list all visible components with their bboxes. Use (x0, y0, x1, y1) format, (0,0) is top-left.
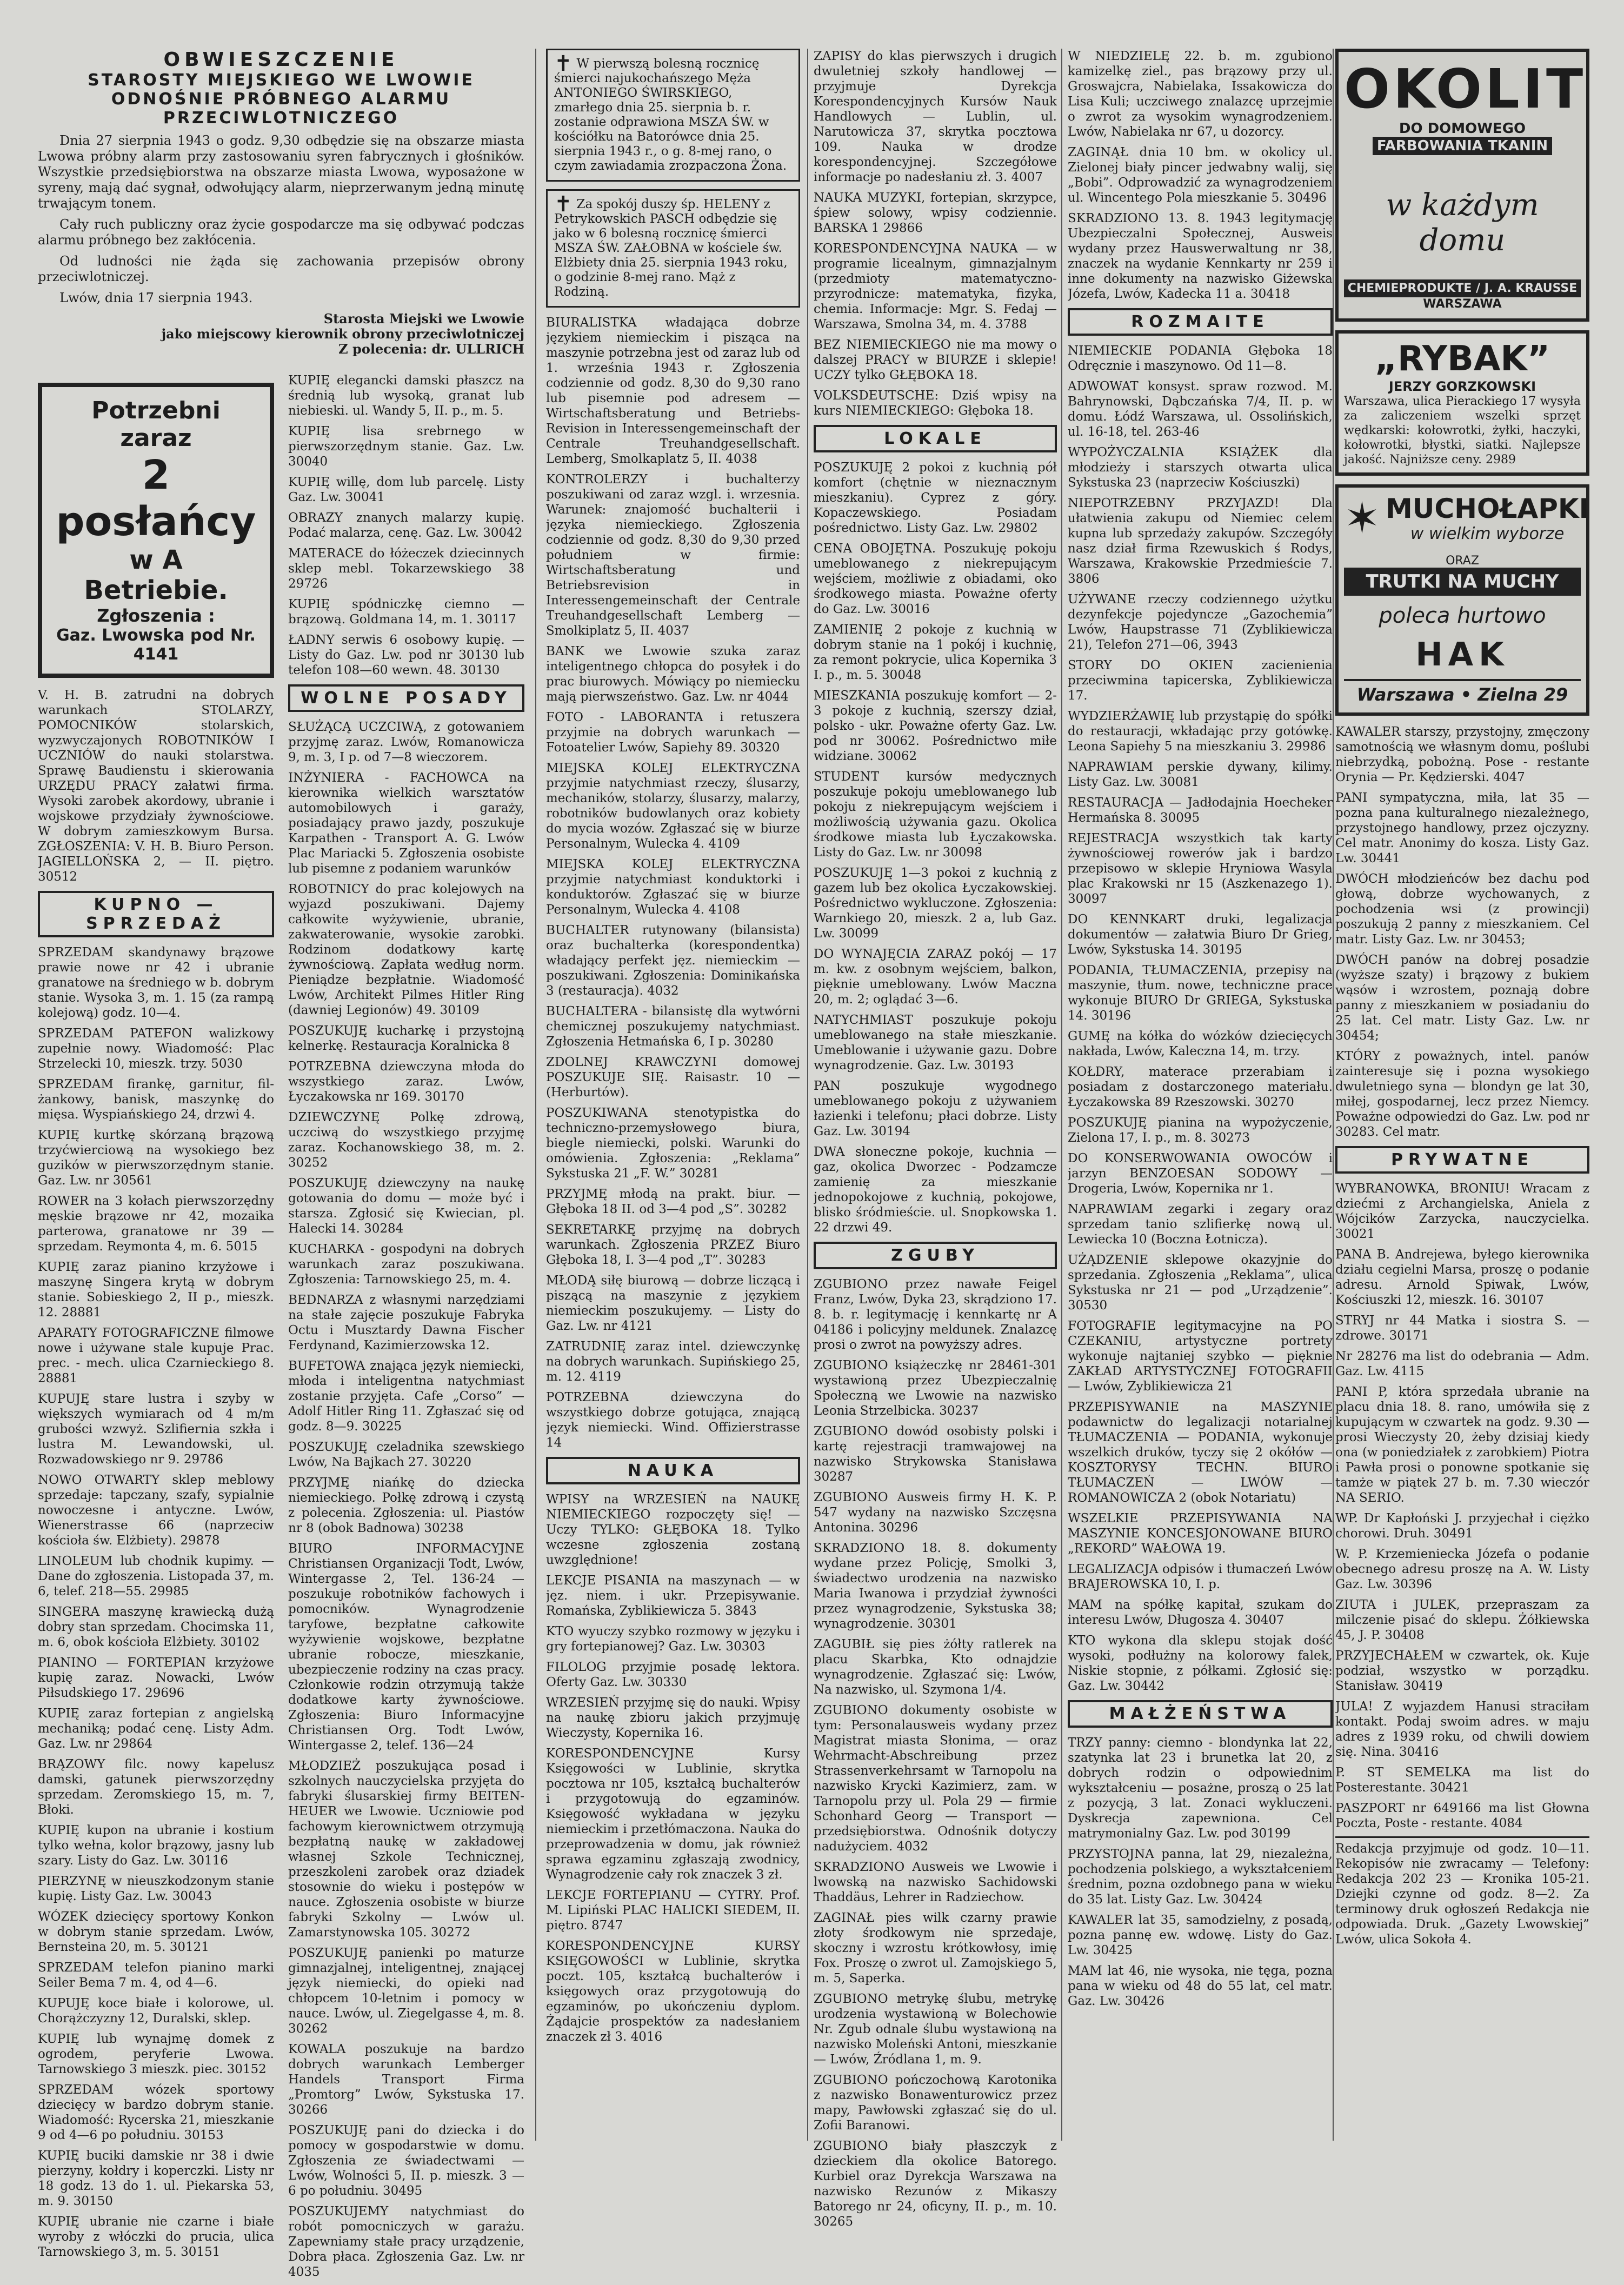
fly-icon: ✶ (1344, 493, 1381, 543)
classified-ad: BEZ NIEMIECKIEGO nie ma mowy o dalszej PRACY w BIURZE i sklepie! UCZY tylko GŁĘBOKA 18. (814, 338, 1057, 382)
classified-ad: BEDNARZA z własnymi narzędziami na stałe zajęcie poszukuje Fabryka Octu i Musztardy Dawna Fischer Ferdynand, Kazimierzowska 12. (288, 1293, 524, 1353)
classified-ad: KUPIĘ ubranie nie czarne i białe wyroby z włóczki do pruciа, ulica Tarnowskiego 3, m. 5. 30151 (38, 2215, 274, 2259)
classified-ad: WÓZEK dziecięcy sportowy Konkon w dobrym stanie sprzedam. Lwów, Bernsteina 20, m. 5. 30121 (38, 1910, 274, 1954)
classified-ad: KUPIĘ zaraz fortepian z angielską mechaniką; podać cenę. Listy Adm. Gaz. Lw. nr 29864 (38, 1707, 274, 1751)
section-header: WOLNE POSADY (288, 684, 524, 712)
classified-ad: SINGERA maszynę krawiecką dużą dobry stan sprzedam. Chocimska 11, m. 6, obok kościoła Elżbiety. 30102 (38, 1605, 274, 1649)
classified-ad: RESTAURACJA — Jadłodajnia Hoecheker Hermańska 8. 30095 (1068, 796, 1333, 825)
classified-ad: ZAMIENIĘ 2 pokoje z kuchnią w dobrym stanie na 1 pokój i kuchnię, za remont pokrycie, ulica Kopernika 3 I. p., m. 5. 30048 (814, 623, 1057, 682)
notice-paragraph: Cały ruch publiczny oraz życie gospodarcze ma się odbywać podczas alarmu próbnego bez zakłócenia. (38, 217, 524, 248)
box-ad-line: 2 posłańcy (56, 452, 256, 545)
mucholapki-sub: w wielkim wyborze (1410, 524, 1565, 543)
classified-ad: KORESPONDENCYJNE KURSY KSIĘGOWOŚCI w Lublinie, skrytka poczt. 105, kształcą buchalterów i księgowych oraz przygotowują do egzaminów, po ukończeniu dyplom. Żądajcie prospektów za nadesłaniem znaczek zł 3. 4016 (546, 1939, 800, 2044)
classified-ad: ZGUBIONO Ausweis firmy H. K. P. 547 wydany na nazwisko Szczęsna Antonina. 30296 (814, 1490, 1057, 1535)
classified-ad: ZGUBIONO metrykę ślubu, metrykę urodzenia wystawioną w Bolechowie Nr. Zgub odnale ślubu wystawioną na nazwisko Moleński Antoni, mieszkanie — Lwów, Źródlana 1, m. 9. (814, 1992, 1057, 2067)
classified-ad: ZAGUBIŁ się pies żółty ratlerek na placu Skarbka, Kto odnajdzie wynagrodzenie. Zgłaszać się: Lwów, Na nazwisko, ul. Szymona 1/4. (814, 1637, 1057, 1697)
classified-ad: SPRZEDAM wózek sportowy dziecięcy w bardzo dobrym stanie. Wiadomość: Rycerska 21, mieszkanie 9 od 4—6 po południu. 30153 (38, 2083, 274, 2142)
classified-ad: SŁUŻĄCĄ UCZCIWĄ, z gotowaniem przyjmę zaraz. Lwów, Romanowicza 9, m. 3, I p. od 7—8 wieczorem. (288, 720, 524, 764)
column-3 (814, 49, 1057, 2235)
classified-ad: REJESTRACJA wszystkich tak karty żywnościowej rowerów jak i bardzo przepisowo w sklepie Hryniowa Wasyla plac Krakowski nr 15 (Aszkenazego 1). 30097 (1068, 831, 1333, 906)
section-header: LOKALE (814, 425, 1057, 452)
classified-ad: PRZEPISYWANIE na MASZYNIE podawnictw do legalizacji notarialnej TŁUMACZENIA — PODANIA, wykonuje wszelkich druków, tyczy się 2 okółów — KOSZTORYSY TECHN. BIURO TŁUMACZEŃ — LWÓW — ROMANOWICZA 2 (obok Notariatu) (1068, 1400, 1333, 1505)
column-rule (1333, 49, 1334, 2141)
classified-ad: FILOLOG przyjmie posadę lektora. Oferty Gaz. Lw. 30330 (546, 1660, 800, 1689)
classified-ad: DO KONSERWOWANIA OWOCÓW i jarzyn BENZOESAN SODOWY — Drogeria, Lwów, Kopernika nr 1. (1068, 1151, 1333, 1196)
classified-ad: KOWALA poszukuje na bardzo dobrych warunkach Lemberger Handels Transport Firma „Promtorg” Lwów, Sykstuska 17. 30266 (288, 2042, 524, 2117)
classified-ad: ROBOTNICY do prac kolejowych na wyjazd poszukiwani. Dajemy całkowite wyżywienie, ubranie, zakwaterowanie, wysokie zarobki. Rodzinom dodatkowy kartę żywnościową. Zapłata według norm. Pieniądze bezpłatnie. Wiadomość Lwów, Architekt Pilmes Hitler Ring (dawniej Legionów) 49. 30109 (288, 882, 524, 1017)
classified-ad: PIANINO — FORTEPIAN krzyżowe kupię zaraz. Nowacki, Lwów Piłsudskiego 17. 29696 (38, 1656, 274, 1700)
notice-date: Lwów, dnia 17 sierpnia 1943. (59, 290, 253, 305)
classified-ad: MŁODZIEŻ poszukująca posad i szkolnych nauczycielska przyjęta do fabryki ślusarskiej firmy BEITEN-HEUER we Lwowie. Uczniowie pod fachowym kierownictwem otrzymują bezpłatną naukę w zakładowej własnej Szkole Technicznej, przeszkoleni zarobek oraz dziadek stosownie do wieku i postępów w nauce. Zgłoszenia osobiste w biurze fabryki Szkolny — Lwów ul. Zamarstynowska 105. 30272 (288, 1759, 524, 1940)
classified-ad: NATYCHMIAST poszukuje pokoju umeblowanego na stałe mieszkanie. Umeblowanie i używanie gazu. Dobre wynagrodzenie. Gaz. Lw. 30193 (814, 1013, 1057, 1072)
classified-ad: DO WYNAJĘCIA ZARAZ pokój — 17 m. kw. z osobnym wejściem, balkon, pięknie umeblowany. Lwów Maczna 20, m. 2; oglądać 3—6. (814, 947, 1057, 1007)
column-rule (535, 49, 536, 2141)
cross-icon: ✝ (554, 192, 573, 217)
classified-ad: KAWALER lat 35, samodzielny, z posadą, pozna pannę ew. wdowę. Listy do Gaz. Lw. 30425 (1068, 1913, 1333, 1957)
classified-ad: MATERACE do łóżeczek dziecinnych sklep mebl. Tokarzewskiego 38 29726 (288, 547, 524, 591)
classified-ad: KUPIĘ elegancki damski płaszcz na średnią lub wysoką, granat lub niebieski. ul. Wandy 5, II. p., m. 5. (288, 374, 524, 418)
classified-ad: KONTROLERZY i buchalterzy poszukiwani od zaraz wzgl. i. wrzesnia. Warunek: znajomość buchalterii i języka niemieckiego. Zgłoszenia codziennie od godz. 8,30 do 9,30 przed południem w firmie: Wirtschaftsberatung und Betriebsrevision in Interessengemeinschaft der Centrale Treuhandgesellschaft Lemberg — Smolkiplatz 5, II. 4037 (546, 472, 800, 638)
classified-ad: STRYJ nr 44 Matka i siostra S. — zdrowe. 30171 (1335, 1314, 1589, 1343)
obituary (546, 49, 800, 182)
classified-ad: MIEJSKA KOLEJ ELEKTRYCZNA przyjmie natychmiast konduktorki i konduktorów. Zgłaszać się w biurze Personalnym, Wulecka 4. 4108 (546, 857, 800, 917)
classified-ad: ZDOLNEJ KRAWCZYNI domowej POSZUKUJE SIĘ. Raisastr. 10 — (Herburtów). (546, 1055, 800, 1100)
classified-ad: ŁADNY serwis 6 osobowy kupię. — Listy do Gaz. Lw. pod nr 30130 lub telefon 108—60 wewn. 48. 30130 (288, 633, 524, 677)
classified-ad: SEKRETARKĘ przyjmę na dobrych warunkach. Zgłoszenia PRZEZ Biuro Głęboka 18, I. 3—4 pod „T”. 30283 (546, 1223, 800, 1267)
classified-ad: POSZUKUJĘ 2 pokoi z kuchnią pół komfort (chętnie w nieznacznym mieszkaniu). Cyprez z góry. Kopaczewskiego. Posiadam pośrednictwo. Listy Gaz. Lw. 29802 (814, 461, 1057, 535)
classified-ad: DWÓCH młodzieńców bez dachu pod głową, dobrze wychowanych, z pochodzenia wsi (z prowincji) poszukują 2 panny z mieszkaniem. Cel matr. Listy Gaz. Lw. nr 30453; (1335, 872, 1589, 947)
classified-ad: GUMĘ na kółka do wózków dziecięcych nakłada, Lwów, Kaleczna 14, m. trzy. (1068, 1029, 1333, 1058)
classified-ad: DWA słoneczne pokoje, kuchnia — gaz, okolica Dworzec - Podzamcze zamienię za mieszkanie jednopokojowe z kuchnią, pokojowe, blisko śródmieście. ul. Snopkowska 1. 22 drzwi 49. (814, 1145, 1057, 1235)
classified-ad: ADWOWAT konsyst. spraw rozwod. M. Bahrynowski, Dąbczańska 7/4, II. p. w domu. Łódź Warszawa, ul. Ossolińskich, ul. 16-18, tel. 263-46 (1068, 379, 1333, 439)
classified-ad: CENA OBOJĘTNA. Poszukuję pokoju umeblowanego z niekrepującym wejściem, możliwie z obiadami, oko środkowego miasta. Poważne oferty do Gaz. Lw. 30016 (814, 542, 1057, 616)
section-header: PRYWATNE (1335, 1146, 1589, 1174)
okolit-slogan: w każdym domu (1386, 188, 1539, 258)
classified-ad: WPISY na WRZESIEŃ na NAUKĘ NIEMIECKIEGO rozpoczęty się! — Uczy TYLKO: GŁĘBOKA 18. Tylko wczesne zgłoszenia zostaną uwzględnione! (546, 1493, 800, 1567)
classified-ad: DWÓCH panów na dobrej posadzie (wyższe szaty) i brązowy z bukiem wąsów i wzrostem, poznają dobre panny z mieszkaniem w posiadaniu do 25 lat. Cel matr. Listy Gaz. Lw. nr 30454; (1335, 953, 1589, 1043)
classified-ad: NAPRAWIAM perskie dywany, kilimy. Listy Gaz. Lw. 30081 (1068, 760, 1333, 789)
notice-subtitle: STAROSTY MIEJSKIEGO WE LWOWIE (88, 71, 475, 90)
classified-ad: UŻYWANE rzeczy codziennego użytku dezynfekcje pojedyncze „Gazochemia” Lwów, Haupstrasse 71 (Zyblikiewicza 21), Telefon 271—06, 3943 (1068, 592, 1333, 652)
classified-ad: MAM lat 46, nie wysoka, nie tęga, pozna pana w wieku od 48 do 55 lat, cel matr. Gaz. Lw. 30426 (1068, 1964, 1333, 2008)
classified-ad: NAUKA MUZYKI, fortepian, skrzypce, śpiew solowy, wpisy codziennie. BARSKA 1 29866 (814, 191, 1057, 235)
classified-ad: POSZUKUJĘ 1—3 pokoi z kuchnią z gazem lub bez okolica Łyczakowskiej. Pośrednictwo wykluczone. Zgłoszenia: Warnkiego 20, mieszk. 2 a, lub Gaz. Lw. 30099 (814, 866, 1057, 941)
column-4 (1068, 49, 1333, 2014)
classified-ad: W NIEDZIELĘ 22. b. m. zgubiono kamizelkę ziel., pas brązowy przy ul. Groswajcra, Nabielaka, Issakowicza do Lisa Kuli; uczciwego znalazcę uprzejmie o zwrot za wysokim wynagrodzeniem. Lwów, Nabielaka nr 67, u dozorcy. (1068, 49, 1333, 139)
classified-ad: ZATRUDNIĘ zaraz intel. dziewczynkę na dobrych warunkach. Supińskiego 25, m. 12. 4119 (546, 1340, 800, 1384)
classified-ad: KORESPONDENCYJNA NAUKA — w programie licealnym, gimnazjalnym (przedmioty matematyczno-przyrodnicze: matematyka, fizyka, chemia. Informacje: Mgr. S. Fedaj — Warszawa, Smolna 34, m. 4. 3788 (814, 242, 1057, 331)
classified-ad: SPRZEDAM telefon pianino marki Seiler Bema 7 m. 4, od 4—6. (38, 1961, 274, 1990)
notice-paragraph: Od ludności nie żąda się zachowania przepisów obrony przeciwlotniczej. (38, 254, 524, 284)
classified-ad: KUPIĘ spódniczkę ciemno — brązową. Goldmana 14, m. 1. 30117 (288, 597, 524, 627)
classified-ad: POSZUKUJĘ panienki po maturze gimnazjalnej, inteligentnej, znającej język niemiecki, do opieki nad chłopcem 10-letnim i pomocy w nauce. Lwów, ul. Ziegelgasse 4, m. 8. 30262 (288, 1946, 524, 2036)
notice-subtitle: ODNOŚNIE PRÓBNEGO ALARMU PRZECIWLOTNICZEGO (111, 90, 451, 128)
classified-ad: UŻĄDZENIE sklepowe okazyjnie do sprzedania. Zgłoszenia „Reklama”, ulica Sykstuska nr 21 — pod „Urządzenie”. 30530 (1068, 1253, 1333, 1313)
section-header: ROZMAITE (1068, 308, 1333, 336)
obituary-text: Za spokój duszy śp. HELENY z Petrykowskich PASCH odbędzie się jako w 6 bolesną rocznicę śmierci MSZA ŚW. ZAŁOBNA w kościele św. Elżbiety dnia 25. sierpnia 1943 roku, o godzinie 8-mej rano. Mąż z Rodziną. (554, 197, 788, 299)
column-5 (1335, 49, 1589, 1953)
classified-ad: KUPIĘ buciki damskie nr 38 i dwie pierzyny, kołdry i koperczki. Listy nr 18 godz. 13 do 1. ul. Piekarska 53, m. 9. 30150 (38, 2149, 274, 2208)
classified-ad: KUPIĘ lub wynajmę domek z ogrodem, peryferie Lwowa. Tarnowskiego 3 mieszk. piec. 30152 (38, 2032, 274, 2076)
classified-ad: POSZUKUJĘ kucharkę i przystojną kelnerkę. Restauracja Koralnicka 8 (288, 1024, 524, 1053)
classified-ad: POSZUKUJĘ dziewczyny na naukę gotowania do domu — może być i starsza. Zgłosić się Kwiecian, pl. Halecki 14. 30284 (288, 1176, 524, 1236)
classified-ad: W. P. Krzemieniecka Józefa o podanie obecnego adresu proszę na A. W. Listy Gaz. Lw. 30396 (1335, 1547, 1589, 1591)
classified-ad: KTO wyuczy szybko rozmowy w języku i gry fortepianowej? Gaz. Lw. 30303 (546, 1624, 800, 1654)
okolit-title: OKOLIT (1344, 57, 1587, 121)
classified-ad: SKRADZIONO 13. 8. 1943 legitymację Ubezpieczalni Społecznej, Ausweis wydany przez Hauswerwaltung nr 38, znaczek na wydanie Kennkarty nr 259 i inne dokumenty na nazwisko Giżewska Józefa, Lwów, Kadecka 11 a. 30418 (1068, 211, 1333, 301)
classified-ad: DZIEWCZYNĘ Polkę zdrową, uczciwą do wszystkiego przyjmę zaraz. Kochanowskiego 38, m. 2. 30252 (288, 1110, 524, 1170)
classified-ad: KORESPONDENCYJNE Kursy Księgowości w Lublinie, skrytka pocztowa nr 105, kształcą buchalterów i przygotowują do egzaminów. Księgowość wykładana w języku niemieckim i przetłómaczona. Nauka do przeprowadzenia w domu, jak również sprawa egzaminu zgłaszają zwodnicy, Wynagrodzenie cały rok znaczek 3 zł. (546, 1747, 800, 1882)
notice-signature: Z polecenia: dr. ULLRICH (338, 341, 524, 357)
classified-ad: MIEJSKA KOLEJ ELEKTRYCZNA przyjmie natychmiast rzeczy, ślusarzy, mechaników, stolarzy, ślusarzy, malarzy, robotników budowlanych oraz kobiety do mycia wozów. Zgłaszać się w biurze Personalnym, Wulecka 4. 4109 (546, 761, 800, 851)
classified-ad: BANK we Lwowie szuka zaraz inteligentnego chłopca do posyłek i do prac biurowych. Mówiący po niemiecku mają pierwszeństwo. Gaz. Lw. nr 4044 (546, 644, 800, 704)
classified-ad: ZGUBIONO biały płaszczyk z dzieckiem dla okolice Batorego. Kurbiel oraz Dyrekcja Warszawa na nazwisko Rezunów z Mikaszy Batorego nr 24, oficyny, II. p., m. 10. 30265 (814, 2139, 1057, 2229)
obituary (546, 189, 800, 308)
classified-ad: KUCHARKA - gospodyni na dobrych warunkach zaraz poszukiwana. Zgłoszenia: Tarnowskiego 25, m. 4. (288, 1242, 524, 1287)
classified-ad: PRZYJMĘ niańkę do dziecka niemieckiego. Połkę zdrową i czystą z polecenia. Zgłoszenia: ul. Piastów nr 8 (obok Badnowa) 30238 (288, 1476, 524, 1535)
obituary-text: W pierwszą bolesną rocznicę śmierci najukochańszego Męża ANTONIEGO ŚWIRSKIEGO, zmarłego dnia 25. sierpnia b. r. zostanie odprawiona MSZA ŚW. w kościółku na Batorówce dnia 25. sierpnia 1943 r., o g. 8-mej rano, o czym zawiadamia zrozpaczona Żona. (554, 57, 787, 173)
classified-ad: LEGALIZACJA odpisów i tłumaczeń Lwów BRAJEROWSKA 10, I. p. (1068, 1562, 1333, 1591)
classified-ad: TRZY panny: ciemno - blondynka lat 22, szatynka lat 23 i brunetka lat 20, z dobrych rodzin o odpowiednim wykształceniu — posażne, proszą o 25 lat z pozycją, 3 lat. Zonaci wykluczeni. Dyskrecja zapewniona. Cel matrymonialny Gaz. Lw. pod 30199 (1068, 1736, 1333, 1841)
classified-ad: PANI P, która sprzedała ubranie na placu dnia 18. 8. rano, umówiła się z kupującym w czwartek na godz. 9.30 — prosi Wieczysty 20, żeby dzisiaj kiedy ona (w poniedziałek z zarobkiem) Piotra i Pawła prosi o ponowne spotkanie się tamże w piątek 27 b. m. 7.30 wieczór NA SERIO. (1335, 1385, 1589, 1505)
classified-ad: PRZYJMĘ młodą na prakt. biur. — Głęboka 18 II. od 3—4 pod „S”. 30282 (546, 1187, 800, 1216)
classified-ad: PANI sympatyczna, miła, lat 35 — pozna pana kulturalnego niezależnego, przystojnego handlowy, przez ojczyzny. Cel matr. Anonimy do kosza. Listy Gaz. Lw. 30441 (1335, 791, 1589, 865)
classified-ad: KUPIĘ willę, dom lub parcelę. Listy Gaz. Lw. 30041 (288, 475, 524, 504)
mucholapki-address: Warszawa • Zielna 29 (1344, 679, 1581, 705)
section-header: MAŁŻEŃSTWA (1068, 1700, 1333, 1728)
box-ad-line: Zgłoszenia : (97, 605, 215, 626)
mucholapki-poleca: poleca hurtowo (1379, 603, 1546, 628)
classified-ad: ZAGINĄŁ dnia 10 bm. w okolicy ul. Zielonej biały pincer jedwabny walij, się „Bobi”. Odprowadzić za wynagrodzeniem ul. Wincentego Pola mieszkanie 5. 30496 (1068, 145, 1333, 205)
column-2 (546, 49, 800, 2050)
classified-ad: SPRZEDAM firankę, garnitur, filżankowy, banisk, maszynkę do mięsa. Wyspiańskiego 24, drzwi 4. (38, 1077, 274, 1122)
classified-ad: LEKCJE PISANIA na maszynach — w jęz. niem. i ukr. Przepisywanie. Romańska, Zyblikiewicza 5. 3843 (546, 1574, 800, 1618)
classified-ad: ZAPISY do klas pierwszych i drugich dwuletniej szkoły handlowej — przyjmuje Dyrekcja Korespondencyjnych Kursów Nauk Handlowych — Lublin, ul. Narutowicza 37, skrytka pocztowa 109. Nauka w drodze korespondencyjnej. Szczegółowe informacje po nadesłaniu zł. 3. 4007 (814, 49, 1057, 184)
classified-ad: NAPRAWIAM zegarki i zegary oraz sprzedam tanio szlifierkę nową ul. Lewiecka 10 (Boczna Łotnicza). (1068, 1202, 1333, 1247)
classified-ad: ZGUBIONO pończochową Karotonika z nazwisko Bonawenturowicz przez mapy, Pawłowski zgłaszać się do ul. Zofii Baranowi. (814, 2073, 1057, 2133)
classified-ad: ZAGINAŁ pies wilk czarny prawie złoty środkowym nie sprzedaje, skoczny i wzrostu krótkowłosy, imię Fox. Proszę o zwrot ul. Zamojskiego 5, m. 5, Saperka. (814, 1911, 1057, 1986)
classified-ad: VOLKSDEUTSCHE: Dziś wpisy na kurs NIEMIECKIEGO: Głęboka 18. (814, 389, 1057, 418)
classified-ad: WYPOŻYCZALNIA KSIĄŻEK dla młodzieży i starszych otwarta ulica Sykstuska 23 (naprzeciw Kościuszki) (1068, 445, 1333, 490)
editorial-footer: Redakcja przyjmuje od godz. 10—11. Rekopisów nie zwracamy — Telefony: Redakcja 202 23 — Kronika 105-21. Dziejki czynne od godz. 8—2. Za terminowy druk ogłoszeń Redakcja nie odpowiada. Druk. „Gazety Lwowskiej” Lwów, ulica Sokoła 4. (1335, 1836, 1589, 1947)
classified-ad: POSZUKUJĘ czeladnika szewskiego Lwów, Na Bajkach 27. 30220 (288, 1440, 524, 1469)
column-1-right (288, 373, 524, 2285)
classified-ad: BRĄZOWY filc. nowy kapelusz damski, gatunek pierwszorzędny sprzedam. Zeromskiego 15, m. 7, Błoki. (38, 1757, 274, 1817)
classified-ad: KUPIĘ lisa srebrnego w pierwszorzędnym stanie. Gaz. Lw. 30040 (288, 424, 524, 469)
classified-ad: Nr 28276 ma list do odebrania — Adm. Gaz. Lw. 4115 (1335, 1349, 1589, 1378)
mucholapki-oraz: ORAZ (1446, 554, 1479, 568)
okolit-line: WARSZAWA (1423, 297, 1502, 311)
rybak-title: „RYBAK” (1374, 339, 1550, 379)
classified-ad: NOWO OTWARTY sklep meblowy sprzedaje: tapczany, szafy, sypialnie nowoczesne i antyczne. Lwów, Wienerstrasse 66 (naprzeciw kościoła św. Elżbiety). 29878 (38, 1473, 274, 1548)
notice-signature: Starosta Miejski we Lwowie (323, 311, 524, 327)
classified-ad: SKRADZIONO 18. 8. dokumenty wydane przez Policję, Smolki 3, świadectwo urodzenia na nazwisko Maria Iwanowa i przydział żywności przez wynagrodzenie, Sykstuska 38; wynagrodzenie. 30301 (814, 1541, 1057, 1631)
okolit-line: DO DOMOWEGO (1399, 121, 1526, 137)
classified-ad: POSZUKIWANA stenotypistka do techniczno-przemysłowego biura, biegle niemiecki, polski. Warunki do omówienia. Zgłoszenia: „Reklama” Sykstuska 21 „F. W.” 30281 (546, 1106, 800, 1181)
classified-ad: PRZYSTOJNA panna, lat 29, niezależna, pochodzenia polskiego, a wykształceniem średnim, pozna ozdobnego pana w wieku do 35 lat. Listy Gaz. Lw. 30424 (1068, 1847, 1333, 1907)
mucholapki-advertisement (1335, 484, 1589, 716)
section-header: KUPNO — SPRZEDAŻ (38, 891, 274, 937)
classified-ad: FOTOGRAFIE legitymacyjne na PO CZEKANIU, artystyczne portrety wykonuje najtaniej szybko — pięknie ZAKŁAD ARTYSTYCZNEJ FOTOGRAFII — Lwów, Zyblikiewicza 21 (1068, 1319, 1333, 1394)
classified-ad: WSZELKIE PRZEPISYWANIA NA MASZYNIE KONCESJONOWANE BIURO „REKORD” WAŁOWA 19. (1068, 1511, 1333, 1556)
rybak-name: JERZY GORZKOWSKI (1388, 379, 1536, 394)
classified-ad: WYDZIERŻAWIĘ lub przystąpię do spółki do restauracji, wkładając przy gotówkę. Leona Sapiehy 5 na mieszkaniu 3. 29986 (1068, 709, 1333, 754)
classified-ad: KAWALER starszy, przystojny, zmęczony samotnością we własnym domu, poślubi niebrzydką, pobożną. Pose - restante Orynia — Pr. Kędzierski. 4047 (1335, 725, 1589, 784)
hak-logo: HAK (1415, 636, 1509, 674)
classified-ad: SPRZEDAM PATEFON walizkowy zupełnie nowy. Wiadomość: Plac Strzelecki 10, mieszk. trzy. 5030 (38, 1027, 274, 1071)
notice-paragraph: Dnia 27 sierpnia 1943 o godz. 9,30 odbędzie się na obszarze miasta Lwowa próbny alarm przy zastosowaniu syren fabrycznych i głośników. Wszystkie przedsiębiorstwa na obszarze miasta Lwowa, wyposażone w syreny, mają dać sygnał, odwołujący alarm, nieprzerwanym jedną minutę trwającym tonem. (38, 133, 524, 211)
classified-ad: V. H. B. zatrudni na dobrych warunkach STOLARZY, POMOCNIKÓW stolarskich, wyzwyczajonych ROBOTNIKÓW I UCZNIÓW do nauki stolarstwa. Sprawę Baudienstu i skierowania URZĘDU PRACY załatwi firma. Wysoki zarobek akordowy, ubranie i wojskowe przydziały żywnościowe. W dobrym zamieszkowym Bursa. ZGŁOSZENIA: V. H. B. Biuro Person. JAGIELLOŃSKA 2, — II. piętro. 30512 (38, 688, 274, 884)
classified-ad: BUCHALTER rutynowany (bilansista) oraz buchalterka (korespondentka) władający perfekt jęz. niemieckim — poszukiwani. Zgłoszenia: Dominikańska 3 (restauracja). 4032 (546, 923, 800, 998)
classified-ad: DO KENNKART druki, legalizacja dokumentów — załatwia Biuro Dr Grieg, Lwów, Sykstuska 14. 30195 (1068, 912, 1333, 957)
classified-ad: PASZPORT nr 649166 ma list Głowna Poczta, Poste - restante. 4084 (1335, 1801, 1589, 1830)
official-notice (38, 49, 524, 357)
classified-ad: WYBRANOWKA, BRONIU! Wracam z dziećmi z Archangielska, Aniela z Wójcików Zarzycka, nauczycielka. 30021 (1335, 1182, 1589, 1241)
classified-ad: STORY DO OKIEN zacienienia przeciwmina tapicerska, Zyblikiewicza 17. (1068, 658, 1333, 703)
classified-ad: KUPIĘ zaraz pianino krzyżowe i maszynę Singera krytą w dobrym stanie. Sobieskiego 2, II p., mieszk. 12. 28881 (38, 1260, 274, 1320)
classified-ad: BIURALISTKA władająca dobrze językiem niemieckim i pisząca na maszynie potrzebna jest od zaraz lub od 1. września 1943 r. Zgłoszenia codziennie od godz. 8,30 do 9,30 rano lub pisemnie pod adresem — Wirtschaftsberatung und Betriebs-Revision in Interessengemeinschaft der Centrale Treuhandgesellschaft. Lemberg, Smolkaplatz 5, II. 4038 (546, 316, 800, 466)
classified-ad: PIERZYNĘ w nieuszkodzonym stanie kupię. Listy Gaz. Lw. 30043 (38, 1874, 274, 1903)
section-header: NAUKA (546, 1457, 800, 1484)
classified-ad: SKRADZIONO Ausweis we Lwowie i lwowską na nazwisko Sachidowski Thaddäus, Lehrer in Radziechow. (814, 1860, 1057, 1904)
classified-ad: ZIUTA i JULEK, przepraszam za milczenie pisać do sklepu. Żółkiewska 45, J. P. 30408 (1335, 1598, 1589, 1642)
column-1 (38, 49, 524, 2285)
classified-ad: KOŁDRY, materace przerabiam i posiadam z dostarczonego materiału. Łyczakowska 89 Rzeszowski. 30270 (1068, 1065, 1333, 1109)
classified-ad: LEKCJE FORTEPIANU — CYTRY. Prof. M. Lipiński PLAC HALICKI SIEDEM, II. piętro. 8747 (546, 1888, 800, 1933)
rybak-advertisement (1335, 330, 1589, 476)
classified-ad: FOTO - LABORANTA i retuszera przyjmie na dobrych warunkach — Fotoatelier Lwów, Sapiehy 89. 30320 (546, 710, 800, 755)
okolit-line: CHEMIEPRODUKTE / J. A. KRAUSSE (1344, 279, 1581, 297)
classified-ad: ZGUBIONO książeczkę nr 28461-301 wystawioną przez Ubezpieczalnię Społeczną we Lwowie na nazwisko Leonia Strzelbicka. 30237 (814, 1358, 1057, 1418)
notice-signature: jako miejscowy kierownik obrony przeciwlotniczej (161, 326, 524, 342)
classified-ad: BUCHALTERA - bilansistę dla wytwórni chemicznej poszukujemy natychmiast. Zgłoszenia Hetmańska 6, I p. 30280 (546, 1004, 800, 1049)
classified-ad: WRZESIEŃ przyjmę się do nauki. Wpisy na naukę zbioru jakich przyjmuję Wieczysty, Kopernika 16. (546, 1696, 800, 1740)
classified-ad: SPRZEDAM skandynawy brązowe prawie nowe nr 42 i ubranie granatowe na średniego w b. dobrym stanie. Wysoka 3, m. 1. 15 (za rampą kolejową) godz. 10—4. (38, 945, 274, 1020)
classified-ad: OBRAZY znanych malarzy kupię. Podać malarza, cenę. Gaz. Lw. 30042 (288, 511, 524, 540)
box-ad-line: Potrzebni zaraz (91, 397, 221, 452)
classified-ad: PODANIA, TŁUMACZENIA, przepisy na maszynie, tłum. nowe, techniczne prace wykonuje BIURO Dr GRIEGA, Sykstuska 14. 30196 (1068, 963, 1333, 1023)
classified-ad: WP. Dr Kapłoński J. przyjechał i ciężko chorowi. Druh. 30491 (1335, 1511, 1589, 1541)
classified-ad: ROWER na 3 kołach pierwszorzędny męskie brązowe nr 42, mozaika parterowa, granatowe nr 39 — sprzedam. Reymonta 4, m. 6. 5015 (38, 1194, 274, 1254)
classified-ad: KUPUJĘ koce białe i kolorowe, ul. Chorążczyzny 12, Duralski, sklep. (38, 1996, 274, 2026)
classified-ad: PRZYJECHAŁEM w czwartek, ok. Kuje podział, wszystko w porządku. Stanisław. 30419 (1335, 1649, 1589, 1693)
classified-ad: KTÓRY z poważnych, intel. panów zainteresuje się i pozna wysokiego dwuletniego syna — blondyn ge lat 30, miłej, gospodarnej, lecz przez Niemcy. Poważne odpowiedzi do Gaz. Lw. pod nr 30283. Cel matr. (1335, 1049, 1589, 1139)
classified-ad: POTRZEBNA dziewczyna do wszystkiego dobrze gotująca, znającą język niemiecki. Wind. Offizierstrasse 14 (546, 1390, 800, 1450)
classified-ad: APARATY FOTOGRAFICZNE filmowe nowe i używane stale kupuje Prac. prec. - mech. ulica Czarnieckiego 8. 28881 (38, 1326, 274, 1385)
box-advertisement (38, 383, 274, 678)
rybak-text: Warszawa, ulica Pierackiego 17 wysyła za zaliczeniem wszelki sprzęt wędkarski: kołowrotki, żyłki, haczyki, kołowrotki, błystki, siatki. Najlepsze jakość. Najniższe ceny. 2989 (1344, 395, 1581, 467)
classified-ad: STUDENT kursów medycznych poszukuje pokoju umeblowanego lub pokoju z niekrepującym wejściem i możliwością używania gazu. Okolica środkowe miasta lub Łyczakowska. Listy do Gaz. Lw. nr 30098 (814, 770, 1057, 860)
classified-ad: BUFETOWA znająca język niemiecki, młoda i inteligentna natychmiast zostanie przyjęta. Cafe „Corso” — Adolf Hitler Ring 11. Zgłaszać się od godz. 8—9. 30225 (288, 1359, 524, 1434)
column-rule (807, 49, 808, 2141)
classified-ad: PANA B. Andrejewa, byłego kierownika działu cegielni Marsa, proszę o podanie adresu. Arnold Spiwak, Lwów, Kościuszki 12, mieszk. 16. 30107 (1335, 1248, 1589, 1307)
classified-ad: KUPIĘ kupon na ubranie i kostium tylko wełna, kolor brązowy, jasny lub szary. Listy do Gaz. Lw. 30116 (38, 1823, 274, 1868)
classified-ad: KUPUJĘ stare lustra i szyby w większych wymiarach od 4 m/m grubości wzwyż. Szlifiernia szkła i lustra M. Lewandowski, ul. Rozwadowskiego nr 9. 29786 (38, 1392, 274, 1467)
classified-ad: MŁODĄ siłę biurową — dobrze liczącą i piszącą na maszynie z językiem niemieckim poszukujemy. — Listy do Gaz. Lw. nr 4121 (546, 1274, 800, 1333)
classified-ad: PAN poszukuje wygodnego umeblowanego pokoju z używaniem łazienki i telefonu; płaci dobrze. Listy Gaz. Lw. 30194 (814, 1079, 1057, 1138)
classified-ad: MAM na spółkę kapitał, szukam do interesu Lwów, Długosza 4. 30407 (1068, 1598, 1333, 1627)
classified-ad: KTO wykona dla sklepu stojak dość wysoki, podłużny na kolorowy falek, Niskie stopnie, z półkami. Zgłosić się: Gaz. Lw. 30442 (1068, 1634, 1333, 1693)
classified-ad: ZGUBIONO dowód osobisty polski i kartę rejestracji tramwajowej na nazwisko Strykowska Stanisława 30287 (814, 1424, 1057, 1484)
classified-ad: MIESZKANIA poszukuję komfort — 2-3 pokoje z kuchnią, szerszy dział, polsko - ukr. Poważne oferty Gaz. Lw. pod nr 30062. Pośrednictwo miłe widziane. 30062 (814, 689, 1057, 763)
classified-ad: JULA! Z wyjazdem Hanusi straciłam kontakt. Podaj swoim adres. w maju adres z 1939 roku, od chwili dowiem się. Nina. 30416 (1335, 1700, 1589, 1759)
classified-ad: POSZUKUJĘ pani do dziecka i do pomocy w gospodarstwie w domu. Zgłoszenia ze świadectwami — Lwów, Wolności 5, II. p. mieszk. 3 — 6 po południu. 30495 (288, 2123, 524, 2198)
classified-ad: NIEMIECKIE PODANIA Głęboka 18 Odręcznie i maszynowo. Od 11—8. (1068, 344, 1333, 373)
classified-ad: P. ST SEMELKA ma list do Posterestante. 30421 (1335, 1766, 1589, 1795)
column-1-left (38, 373, 274, 2285)
classified-ad: POSZUKUJEMY natychmiast do robót pomocniczych w garażu. Zapewniamy stałe pracy urządzenie, Dobra płaca. Zgłoszenia Gaz. Lw. nr 4035 (288, 2204, 524, 2279)
classified-ad: ZGUBIONO przez nawałe Feigel Franz, Lwów, Dyka 23, skrądziono 17. 8. b. r. legitymację i kennkartę nr A 04186 i policyjny meldunek. Znalazcę prosi o zwrot na powyższy adres. (814, 1277, 1057, 1352)
okolit-advertisement (1335, 49, 1589, 322)
column-rule (1061, 49, 1062, 2141)
classified-ad: POTRZEBNA dziewczyna młoda do wszystkiego zaraz. Lwów, Łyczakowska nr 169. 30170 (288, 1060, 524, 1104)
section-header: ZGUBY (814, 1242, 1057, 1269)
classified-ad: ZGUBIONO dokumenty osobiste w tym: Personalausweis wydany przez Magistrat miasta Słonima, — oraz Wehrmacht-Abschreibung przez Strassenverkehrsamt w Tarnopolu na nazwisko Krycki Kazimierz, zam. w Tarnopolu przy ul. Pola 29 — firmie Schonhard Georg — Transport — przedsiębiorstwa. Odnośnik dotyczy nadużyciem. 4032 (814, 1703, 1057, 1854)
cross-icon: ✝ (554, 51, 573, 76)
classified-ad: BIURO INFORMACYJNE Christiansen Organizacji Todt, Lwów, Wintergasse 2, Tel. 136-24 — poszukuje robotników fachowych i pomocników. Wynagrodzenie taryfowe, bezpłatne całkowite wyżywienie wojskowe, bezpłatne ubranie robocze, mieszkanie, ubezpieczenie rodziny na czas pracy. Członkowie rodzin otrzymują także dodatkowe karty żywnościowe. Zgłoszenia: Biuro Informacyjne Christiansen Org. Todt Lwów, Wintergasse 2, telef. 136—24 (288, 1542, 524, 1753)
notice-title: OBWIESZCZENIE (163, 49, 399, 71)
okolit-line: FARBOWANIA TKANIN (1373, 137, 1552, 155)
box-ad-line: Gaz. Lwowska pod Nr. 4141 (56, 626, 256, 664)
classified-ad: POSZUKUJĘ pianina na wypożyczenie, Zielona 17, I. p., m. 8. 30273 (1068, 1116, 1333, 1145)
mucholapki-title: MUCHOŁAPKI (1386, 493, 1589, 524)
classified-ad: LINOLEUM lub chodnik kupimy. — Dane do zgłoszenia. Listopada 37, m. 6, telef. 218—55. 29985 (38, 1554, 274, 1598)
box-ad-line: w A Betriebie. (84, 545, 228, 605)
mucholapki-trutki: TRUTKI NA MUCHY (1344, 568, 1581, 596)
classified-ad: INŻYNIERA - FACHOWCA na kierownika wielkich warsztatów automobilowych i garaży, posiadający prawo jazdy, poszukuje Karpathen - Transport A. G. Lwów Plac Mariacki 5. Zgłoszenia osobiste lub pisemne z podaniem warunków (288, 771, 524, 876)
classified-ad: NIEPOTRZEBNY PRZYJAZD! Dla ułatwienia zakupu od Niemiec celem kupna lub sprzedaży zakupów. Szczegóły nasz dział firma Rzewuskich ś Rodys, Warszawa, Krakowskie Przedmieście 7. 3806 (1068, 496, 1333, 586)
classified-ad: KUPIĘ kurtkę skórzaną brązową trzyćwierciową na wysokiego bez guzików w pierwszorzędnym stanie. Gaz. Lw. nr 30561 (38, 1128, 274, 1188)
